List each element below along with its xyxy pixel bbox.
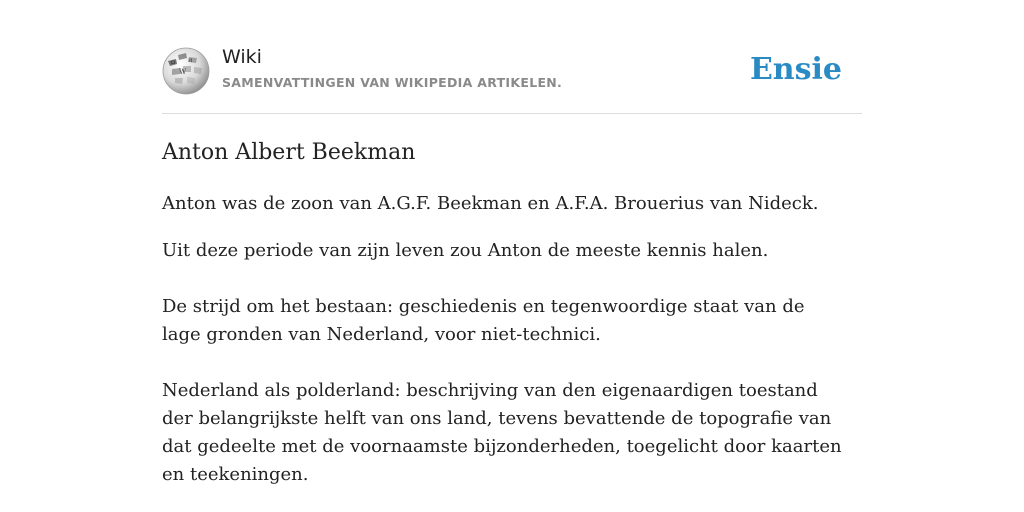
site-header [162,0,862,114]
article-title: Anton Albert Beekman [162,140,416,165]
site-name[interactable]: Wiki [222,46,262,68]
svg-text:Ω: Ω [171,60,176,66]
page-container [162,0,862,485]
article-paragraph: De strijd om het bestaan: geschiedenis en tegenwoordige staat van de lage gronden van Nederland, voor niet-technici. [162,296,805,345]
svg-text:W: W [179,68,187,76]
article-paragraph: Anton was de zoon van A.G.F. Beekman en A.F.A. Brouerius van Nideck. [162,193,819,214]
article-paragraph: Uit deze periode van zijn leven zou Anton de meeste kennis halen. [162,240,769,261]
article-paragraph: Nederland als polderland: beschrijving van den eigenaardigen toestand der belangrijkste helft van ons land, tevens bevattende de topografie van dat gedeelte met de voornaamste bijzonderheden, toegelicht door kaarten en teekeningen. [162,380,842,485]
ensie-brand-link[interactable]: Ensie [749,52,842,87]
wikipedia-globe-icon[interactable] [162,47,210,95]
svg-text:И: И [188,58,193,64]
site-tagline: SAMENVATTINGEN VAN WIKIPEDIA ARTIKELEN. [222,75,563,90]
